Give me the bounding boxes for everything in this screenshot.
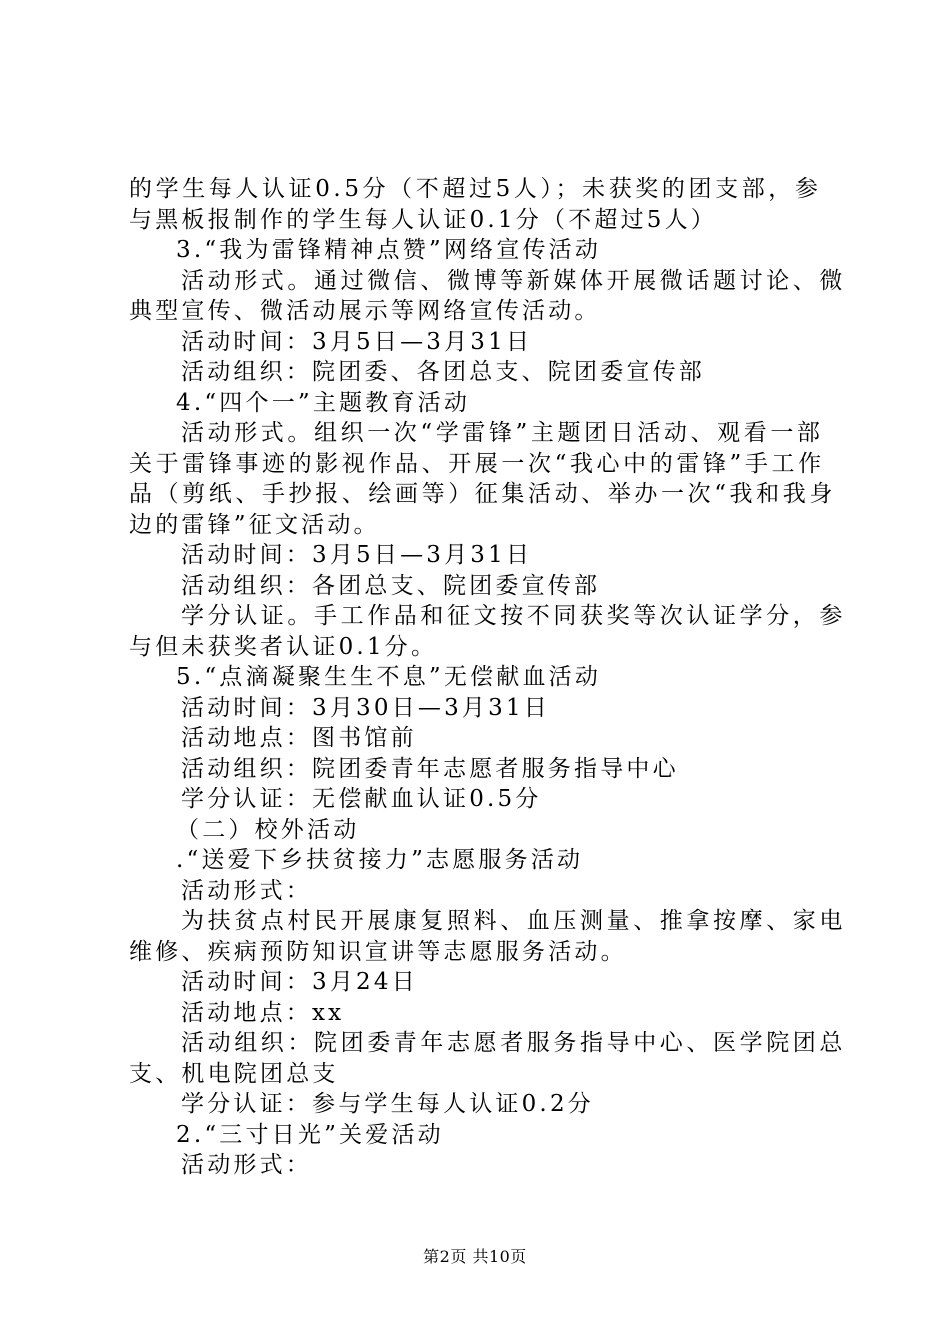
text-line: 品（剪纸、手抄报、绘画等）征集活动、举办一次“我和我身: [129, 481, 836, 507]
text-line: 活动时间：3月30日—3月31日: [181, 694, 550, 721]
text-line: 活动形式。组织一次“学雷锋”主题团日活动、观看一部: [181, 420, 824, 446]
text-line: 活动时间：3月5日—3月31日: [181, 542, 533, 568]
text-line: 活动地点：图书馆前: [181, 725, 417, 751]
text-line: 2.“三寸日光”关爱活动: [176, 1121, 444, 1148]
text-line: 典型宣传、微活动展示等网络宣传活动。: [129, 298, 601, 324]
text-line: 维修、疾病预防知识宣讲等志愿服务活动。: [129, 938, 627, 965]
text-line: 3.“我为雷锋精神点赞”网络宣传活动: [176, 237, 602, 263]
text-line: 活动时间：3月5日—3月31日: [181, 328, 533, 355]
text-line: 活动组织：院团委、各团总支、院团委宣传部: [181, 359, 705, 385]
text-line: .“送爱下乡扶贫接力”志愿服务活动: [176, 847, 584, 873]
text-line: 学分认证。手工作品和征文按不同获奖等次认证学分，参: [181, 603, 846, 629]
text-line: 学分认证：参与学生每人认证0.2分: [181, 1091, 594, 1117]
document-body: [129, 174, 846, 1181]
text-line: 活动形式：: [181, 877, 312, 904]
text-line: 关于雷锋事迹的影视作品、开展一次“我心中的雷锋”手工作: [129, 450, 825, 477]
text-line: 与黑板报制作的学生每人认证0.1分（不超过5人）: [129, 206, 718, 233]
text-line: 活动组织：院团委青年志愿者服务指导中心: [181, 755, 679, 782]
text-line: 5.“点滴凝聚生生不息”无偿献血活动: [176, 664, 602, 690]
text-line: 学分认证：无偿献血认证0.5分: [181, 786, 542, 812]
text-line: 的学生每人认证0.5分（不超过5人）；未获奖的团支部，参: [129, 176, 822, 202]
text-line: 支、机电院团总支: [129, 1060, 339, 1087]
text-line: 为扶贫点村民开展康复照料、血压测量、推拿按摩、家电: [181, 908, 846, 934]
text-line: 边的雷锋”征文活动。: [129, 511, 380, 538]
text-line: 与但未获奖者认证0.1分。: [129, 633, 438, 660]
text-line: 活动形式：: [181, 1152, 312, 1178]
page-footer: 第2页 共10页: [423, 1247, 527, 1266]
text-line: 活动时间：3月24日: [181, 969, 418, 995]
text-line: 活动形式。通过微信、微博等新媒体开展微话题讨论、微: [181, 267, 846, 294]
text-line: 活动组织：各团总支、院团委宣传部: [181, 572, 601, 599]
text-line: 活动地点：xx: [181, 999, 345, 1026]
text-line: （二）校外活动: [176, 816, 360, 843]
text-line: 4.“四个一”主题教育活动: [176, 389, 471, 416]
text-line: 活动组织：院团委青年志愿者服务指导中心、医学院团总: [181, 1030, 846, 1056]
